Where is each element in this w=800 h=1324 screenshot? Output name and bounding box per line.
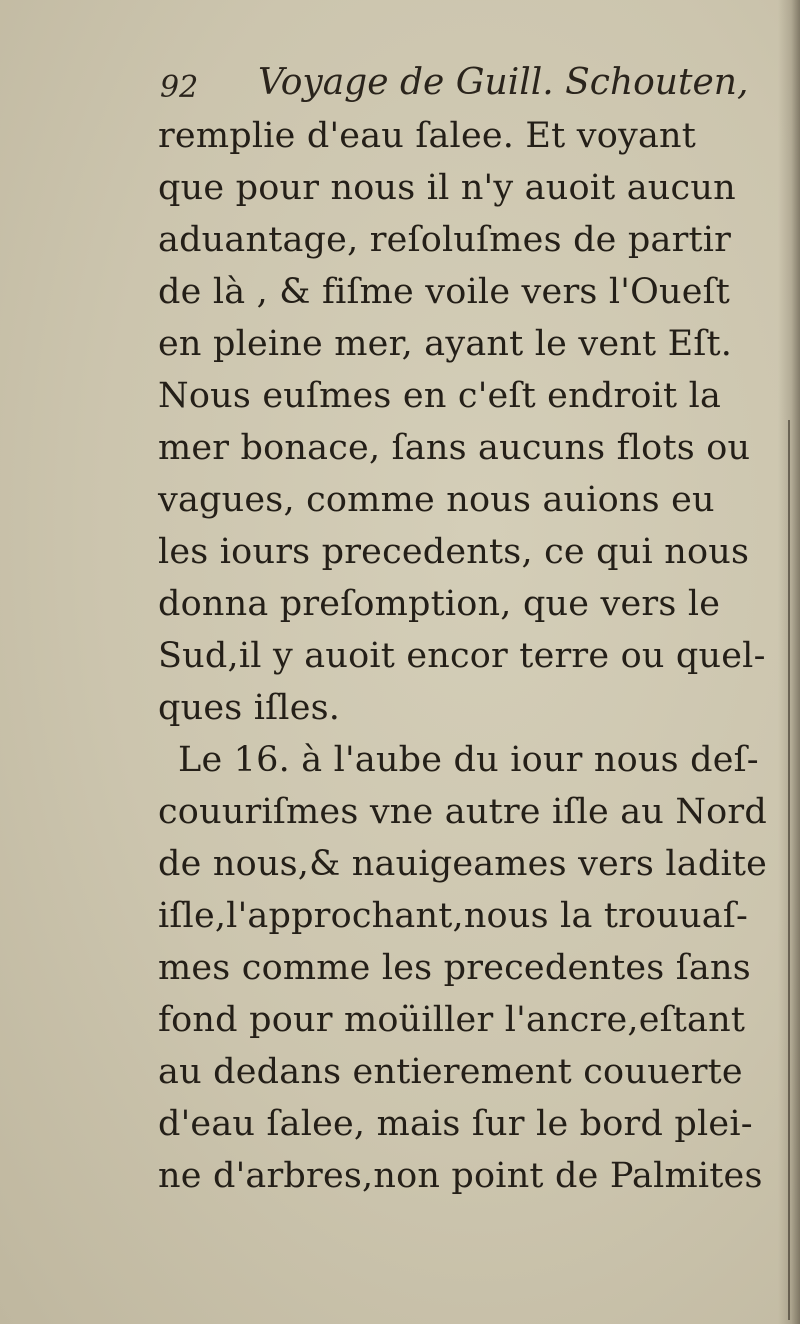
text-line: mer bonace, ſans aucuns flots ou	[158, 428, 751, 468]
text-line: Sud,il y auoit encor terre ou quel-	[158, 636, 766, 676]
running-title: Voyage de Guill. Schouten,	[258, 62, 749, 103]
text-line: que pour nous il n'y auoit aucun	[158, 168, 736, 208]
text-line: de là , & fiſme voile vers l'Oueſt	[158, 272, 731, 312]
text-line: aduantage, reſoluſmes de partir	[158, 220, 732, 260]
text-line: ques iſles.	[158, 688, 341, 728]
text-line: ne d'arbres,non point de Palmites	[158, 1156, 763, 1196]
text-line: couuriſmes vne autre iſle au Nord	[158, 792, 767, 832]
text-line: d'eau ſalee, mais ſur le bord plei-	[158, 1104, 753, 1144]
page-gutter-line	[788, 420, 790, 1320]
text-line: les iours precedents, ce qui nous	[158, 532, 750, 572]
text-line: Nous euſmes en c'eſt endroit la	[158, 376, 722, 416]
page-number: 92	[160, 70, 199, 105]
text-line: de nous,& nauigeames vers ladite	[158, 844, 768, 884]
text-line: fond pour moüiller l'ancre,eſtant	[158, 1000, 746, 1040]
page-header	[160, 62, 749, 112]
text-line: remplie d'eau ſalee. Et voyant	[158, 116, 697, 156]
text-line: donna preſomption, que vers le	[158, 584, 721, 624]
body-text	[158, 110, 768, 1202]
paragraph-start-line: Le 16. à l'aube du iour nous deſ-	[178, 740, 759, 780]
text-line: au dedans entierement couuerte	[158, 1052, 743, 1092]
text-line: mes comme les precedentes ſans	[158, 948, 751, 988]
text-line: iſle,l'approchant,nous la trouuaſ-	[158, 896, 749, 936]
text-line: en pleine mer, ayant le vent Eſt.	[158, 324, 733, 364]
text-line: vagues, comme nous auions eu	[158, 480, 715, 520]
